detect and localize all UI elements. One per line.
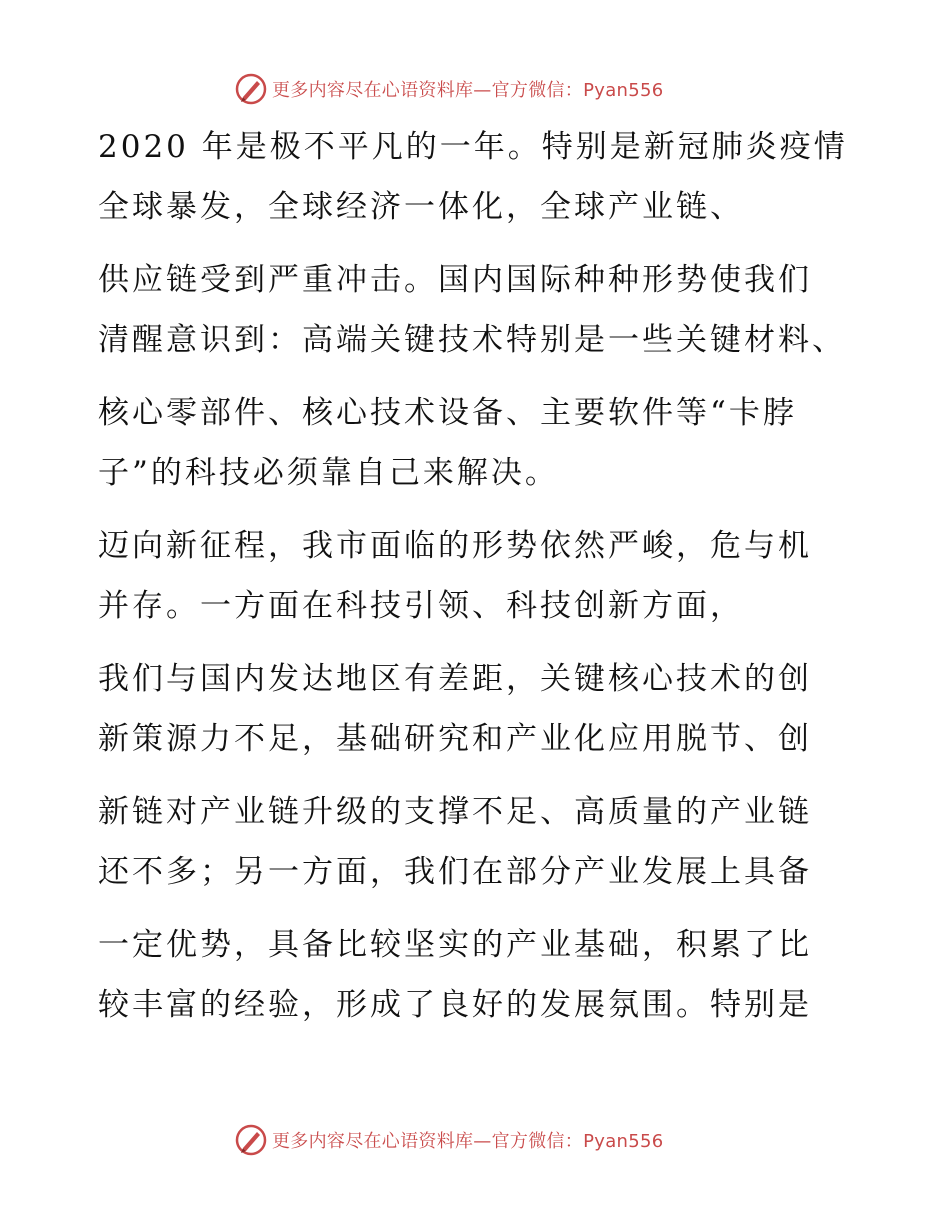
footer-banner-text: 更多内容尽在心语资料库—官方微信：Pyan556 <box>272 1131 664 1152</box>
pen-logo-icon <box>234 1123 268 1157</box>
text-line: 一定优势，具备比较坚实的产业基础，积累了比 <box>98 927 812 963</box>
header-banner-text: 更多内容尽在心语资料库—官方微信：Pyan556 <box>272 80 664 101</box>
text-line: 核心零部件、核心技术设备、主要软件等“卡脖 <box>98 395 797 431</box>
pen-logo-icon <box>234 72 268 106</box>
text-line: 子”的科技必须靠自己来解决。 <box>98 455 559 491</box>
text-line: 新链对产业链升级的支撑不足、高质量的产业链 <box>98 794 812 830</box>
text-line: 清醒意识到：高端关键技术特别是一些关键材料、 <box>98 322 846 358</box>
text-line: 新策源力不足，基础研究和产业化应用脱节、创 <box>98 721 812 757</box>
text-line: 并存。一方面在科技引领、科技创新方面， <box>98 588 744 624</box>
footer-banner <box>234 1123 664 1157</box>
text-line: 我们与国内发达地区有差距，关键核心技术的创 <box>98 661 812 697</box>
text-line: 供应链受到严重冲击。国内国际种种形势使我们 <box>98 262 812 298</box>
text-line: 2020 年是极不平凡的一年。特别是新冠肺炎疫情 <box>98 129 848 165</box>
footer-wechat-id: Pyan556 <box>583 1131 664 1152</box>
header-wechat-id: Pyan556 <box>583 80 664 101</box>
text-line: 较丰富的经验，形成了良好的发展氛围。特别是 <box>98 987 812 1023</box>
text-line: 全球暴发，全球经济一体化，全球产业链、 <box>98 189 744 225</box>
text-line: 迈向新征程，我市面临的形势依然严峻，危与机 <box>98 528 812 564</box>
text-line: 还不多；另一方面，我们在部分产业发展上具备 <box>98 854 812 890</box>
header-banner <box>234 72 664 106</box>
